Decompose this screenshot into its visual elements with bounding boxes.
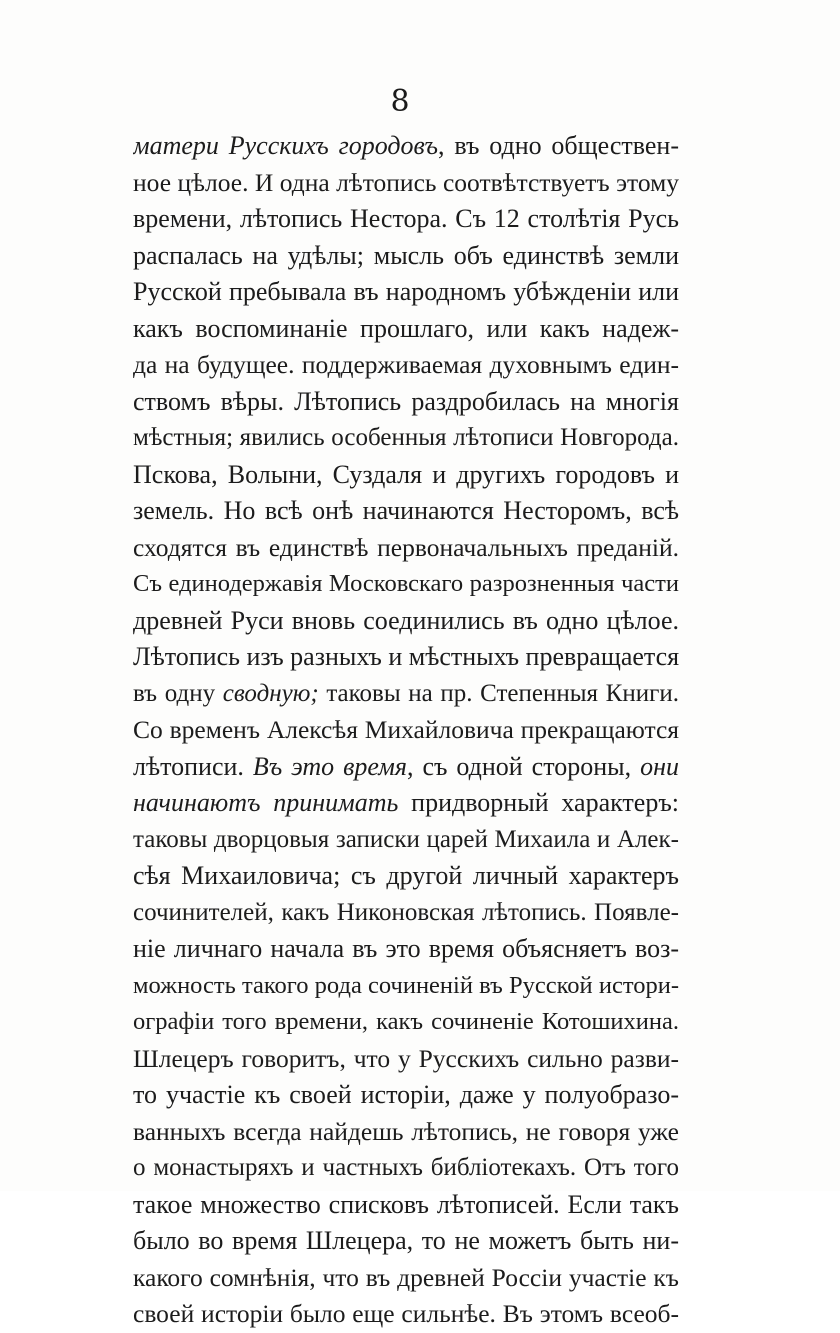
text-segment: сходятся въ единствѣ первоначальныхъ преданій.	[133, 532, 679, 562]
text-segment: лѣтописи.	[133, 751, 253, 781]
text-segment: сочинителей, какъ Никоновская лѣтопись. Появле-	[133, 898, 679, 926]
text-segment: сѣя Михаиловича; съ другой личный характеръ	[133, 861, 679, 890]
text-line	[133, 858, 679, 895]
text-line	[133, 165, 679, 202]
text-segment: ніе личнаго начала въ это время объясняетъ воз-	[133, 934, 679, 963]
text-segment: въ одну	[133, 679, 223, 707]
page-number: 8	[390, 84, 410, 119]
italic-text-segment: Въ это время	[252, 751, 407, 781]
italic-text-segment: матери Русскихъ городовъ	[133, 131, 438, 160]
text-segment: мѣстныя; явились особенныя лѣтописи Новгорода.	[133, 424, 679, 451]
text-segment: Со временъ Алексѣя Михайловича прекращаются	[133, 715, 679, 744]
text-segment: Лѣтопись изъ разныхъ и мѣстныхъ превращается	[133, 642, 679, 671]
text-segment: , въ одно обществен-	[438, 131, 679, 160]
text-line	[133, 1187, 679, 1224]
text-line	[133, 347, 679, 384]
text-segment: таковы дворцовыя записки царей Михаила и Алек-	[133, 825, 679, 853]
text-segment: какого сомнѣнія, что въ древней Россіи участіе къ	[133, 1262, 679, 1292]
text-line	[133, 420, 679, 457]
text-segment: , съ одной стороны,	[406, 751, 641, 781]
text-line	[133, 238, 679, 275]
text-line	[133, 712, 679, 749]
text-line	[133, 566, 679, 603]
text-segment: таковы на пр. Степенныя Книги.	[318, 679, 679, 707]
text-line	[133, 493, 679, 530]
text-line	[133, 968, 679, 1005]
text-segment: распалась на удѣлы; мысль объ единствѣ земли	[133, 240, 679, 270]
text-segment: придворный характеръ:	[398, 788, 679, 817]
text-line	[133, 1260, 679, 1297]
text-line	[133, 274, 679, 311]
text-line	[133, 384, 679, 421]
text-line	[133, 1114, 679, 1151]
text-line	[133, 1041, 679, 1078]
text-line	[133, 1296, 679, 1333]
text-line	[133, 785, 679, 822]
text-segment: ствомъ вѣры. Лѣтопись раздробилась на многія	[133, 386, 679, 416]
italic-text-segment: сводную;	[222, 679, 319, 707]
text-segment: Пскова, Волыни, Суздаля и другихъ городовъ и	[133, 459, 679, 489]
text-line	[133, 1004, 679, 1041]
text-line	[133, 128, 679, 165]
text-line	[133, 1223, 679, 1260]
text-line	[133, 749, 679, 786]
text-segment: о монастыряхъ и частныхъ библіотекахъ. Отъ того	[133, 1154, 679, 1181]
text-line	[133, 895, 679, 932]
text-segment: Съ единодержавія Московскаго разрозненныя части	[133, 570, 679, 597]
text-line	[133, 931, 679, 968]
text-segment: какъ воспоминаніе прошлаго, или какъ надеж-	[133, 313, 679, 343]
text-segment: древней Руси вновь соединились въ одно цѣлое.	[133, 605, 679, 635]
text-line	[133, 530, 679, 567]
italic-text-segment: начинаютъ принимать	[133, 788, 399, 817]
text-segment: ографіи того времени, какъ сочиненіе Котошихина.	[133, 1008, 679, 1035]
text-segment: своей исторіи было еще сильнѣе. Въ этомъ всеоб-	[133, 1299, 679, 1328]
text-segment: времени, лѣтопись Нестора. Съ 12 столѣтія Русь	[133, 204, 679, 233]
text-line	[133, 1077, 679, 1114]
text-line	[133, 201, 679, 238]
text-segment: было во время Шлецера, то не можетъ быть ни-	[133, 1226, 679, 1255]
text-line	[133, 639, 679, 676]
text-segment: да на будущее. поддерживаемая духовнымъ един-	[133, 350, 679, 379]
italic-text-segment: они	[640, 751, 679, 781]
text-segment: земель. Но всѣ онѣ начинаются Несторомъ, всѣ	[133, 496, 679, 525]
text-segment: ванныхъ всегда найдешь лѣтопись, не говоря уже	[133, 1116, 679, 1146]
text-line	[133, 457, 679, 494]
text-line	[133, 822, 679, 859]
text-line	[133, 603, 679, 640]
text-line	[133, 1150, 679, 1187]
body-text	[133, 128, 679, 1333]
text-segment: то участіе къ своей исторіи, даже у полуобразо-	[133, 1080, 679, 1109]
text-line	[133, 311, 679, 348]
text-line	[133, 676, 679, 713]
text-segment: Русской пребывала въ народномъ убѣжденіи или	[133, 277, 679, 306]
text-segment: ное цѣлое. И одна лѣтопись соотвѣтствуетъ этому	[133, 167, 679, 197]
text-segment: такое множество списковъ лѣтописей. Если такъ	[133, 1189, 679, 1219]
text-segment: Шлецеръ говоритъ, что у Русскихъ сильно разви-	[133, 1043, 679, 1073]
text-segment: можность такого рода сочиненій въ Русской истори-	[133, 971, 679, 999]
